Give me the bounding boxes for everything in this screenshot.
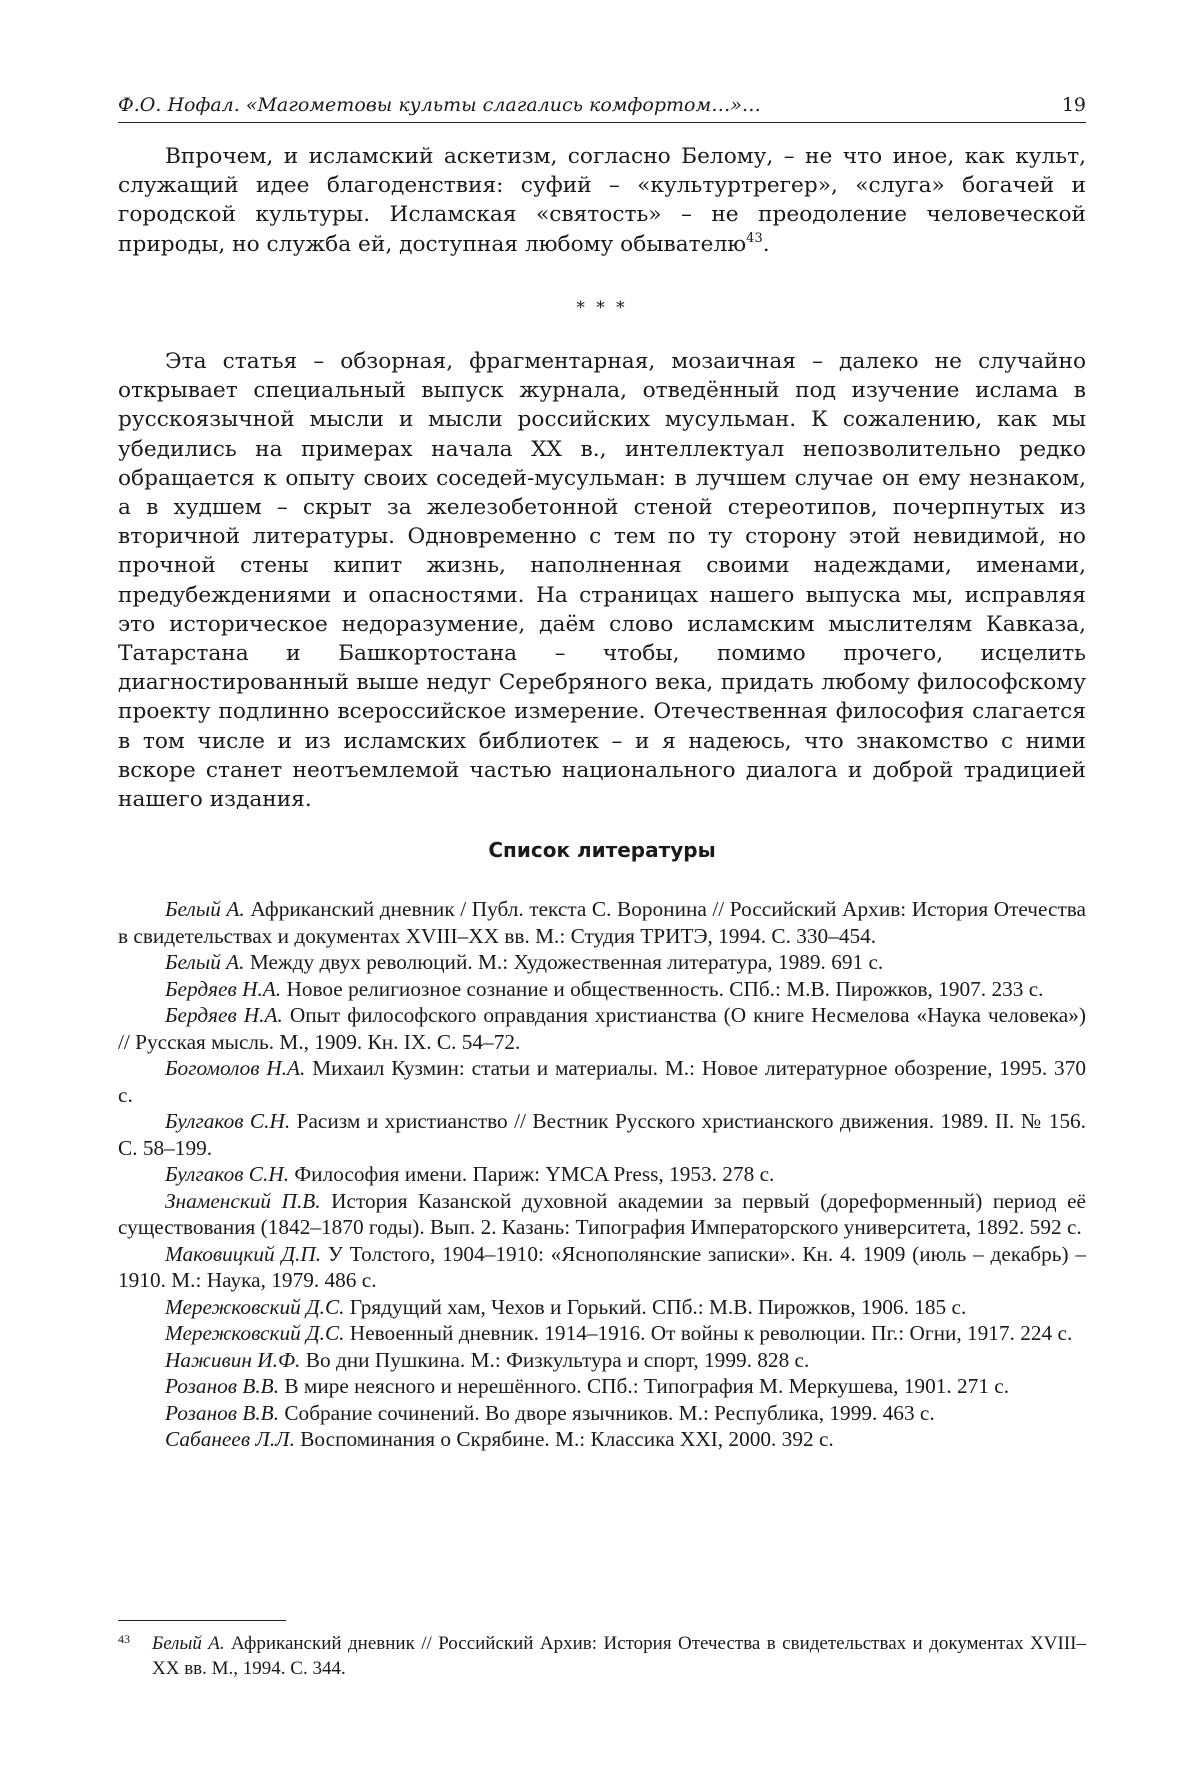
bibliography-entry [118,1347,1086,1374]
bibliography-entry [118,1002,1086,1055]
bibliography-entry [118,1294,1086,1321]
paragraph-end: . [762,231,770,257]
bibliography-author: Белый А. [165,897,245,921]
bibliography-author: Розанов В.В. [165,1400,280,1425]
bibliography-entry [118,1426,1086,1453]
bibliography-reference: Во дни Пушкина. М.: Физкультура и спорт, 1999. 828 с. [300,1347,810,1372]
bibliography-entry [118,1108,1086,1161]
bibliography-entry [118,949,1086,976]
bibliography-reference: Философия имени. Париж: YMCA Press, 1953. 278 с. [289,1162,775,1186]
bibliography-reference: У Толстого, 1904–1910: «Яснополянские записки». Кн. 4. 1909 (июль – декабрь) – 1910. М.: Наука, 1979. 486 с. [118,1241,1086,1292]
bibliography-entry [118,1055,1086,1108]
paragraph-text: Впрочем, и исламский аскетизм, согласно Белому, – не что иное, как культ, служащий идее благоденствия: суфий – «культуртрегер», «слуга» богачей и городской культуры. Исламская «святость» – не преодоление человеческой природы, но служба ей, доступная любому обывателю [118,144,1086,257]
bibliography-list [118,896,1086,1453]
footnote-rule [118,1620,286,1621]
bibliography-author: Богомолов Н.А. [165,1056,306,1080]
section-separator: * * * [576,298,628,318]
paragraph-conclusion: Эта статья – обзорная, фрагментарная, мозаичная – далеко не случайно открывает специальный выпуск журнала, отведённый под изучение ислама в русскоязычной мысли и мысли российских мусульман. К сожалению, как мы убедились на примерах начала XX в., интеллектуал непозволительно редко обращается к опыту своих соседей-мусульман: в лучшем случае он ему незнаком, а в худшем – скрыт за железобетонной стеной стереотипов, почерпнутых из вторичной литературы. Одновременно с тем по ту сторону этой невидимой, но прочной стены кипит жизнь, наполненная своими надеждами, именами, предубеждениями и опасностями. На страницах нашего выпуска мы, исправляя это историческое недоразумение, даём слово исламским мыслителям Кавказа, Татарстана и Башкортостана – чтобы, помимо прочего, исцелить диагностированный выше недуг Серебряного века, придать любому философскому проекту подлинно всероссийское измерение. Отечественная философия слагается в том числе и из исламских библиотек – и я надеюсь, что знакомство с ними вскоре станет неотъемлемой частью национального диалога и доброй традицией нашего издания. [118,349,1086,813]
running-header [118,86,1086,123]
footnote-text [118,1631,1086,1681]
bibliography-reference: Между двух революций. М.: Художественная литература, 1989. 691 с. [244,950,884,974]
bibliography-reference: Расизм и христианство // Вестник Русского христианского движения. 1989. II. № 156. С. 58–199. [118,1109,1087,1160]
bibliography-author: Бердяев Н.А. [165,976,282,1001]
bibliography-reference: В мире неясного и нерешённого. СПб.: Типография М. Меркушева, 1901. 271 с. [279,1374,1010,1398]
bibliography-author: Маковицкий Д.П. [165,1241,322,1266]
footnote [118,1631,1086,1681]
paragraph-asceticism [118,142,1086,259]
bibliography-author: Булгаков С.Н. [165,1162,290,1186]
bibliography-reference: История Казанской духовной академии за первый (дореформенный) период её существования (1842–1870 годы). Вып. 2. Казань: Типография Императорского университета, 1892. 592 с. [118,1188,1086,1239]
bibliography-author: Наживин И.Ф. [165,1347,301,1372]
bibliography-reference: Воспоминания о Скрябине. М.: Классика XXI, 2000. 392 с. [294,1427,834,1451]
bibliography-entry [118,1320,1086,1347]
bibliography-reference: Африканский дневник / Публ. текста С. Воронина // Российский Архив: История Отечества в свидетельствах и документах XVIII–XX вв. М.: Студия ТРИТЭ, 1994. С. 330–454. [118,897,1086,948]
bibliography-author: Мережковский Д.С. [165,1321,345,1345]
bibliography-reference: Собрание сочинений. Во дворе язычников. М.: Республика, 1999. 463 с. [279,1400,935,1425]
bibliography-heading: Список литературы [488,838,716,862]
bibliography-author: Бердяев Н.А. [165,1003,283,1027]
bibliography-reference: Грядущий хам, Чехов и Горький. СПб.: М.В. Пирожков, 1906. 185 с. [344,1294,967,1319]
bibliography-entry [118,896,1086,949]
bibliography-entry [118,1400,1086,1427]
bibliography-entry [118,1188,1086,1241]
running-title: Ф.О. Нофал. «Магометовы культы слагались комфортом…»… [118,94,761,116]
bibliography-author: Белый А. [165,950,245,974]
bibliography-reference: Михаил Кузмин: статьи и материалы. М.: Новое литературное обозрение, 1995. 370 с. [118,1056,1086,1107]
bibliography-entry [118,1161,1086,1188]
footnote-ref[interactable]: 43 [746,230,763,246]
bibliography-entry [118,1241,1086,1294]
footnote-body: Африканский дневник // Российский Архив: История Отечества в свидетельствах и документах XVIII–XX вв. М., 1994. С. 344. [152,1633,1086,1679]
footnote-number: 43 [118,1632,130,1646]
bibliography-reference: Новое религиозное сознание и общественность. СПб.: М.В. Пирожков, 1907. 233 с. [281,976,1044,1001]
bibliography-author: Знаменский П.В. [165,1188,321,1213]
bibliography-author: Мережковский Д.С. [165,1294,345,1319]
bibliography-author: Сабанеев Л.Л. [165,1427,295,1451]
bibliography-entry [118,1373,1086,1400]
bibliography-entry [118,976,1086,1003]
bibliography-reference: Опыт философского оправдания христианства (О книге Несмелова «Наука человека») // Русская мысль. М., 1909. Кн. IX. С. 54–72. [118,1003,1086,1054]
bibliography-author: Булгаков С.Н. [165,1109,291,1133]
footnote-author: Белый А. [152,1633,225,1654]
bibliography-author: Розанов В.В. [165,1374,280,1398]
page-number: 19 [1061,94,1086,116]
bibliography-reference: Невоенный дневник. 1914–1916. От войны к революции. Пг.: Огни, 1917. 224 с. [344,1321,1073,1345]
